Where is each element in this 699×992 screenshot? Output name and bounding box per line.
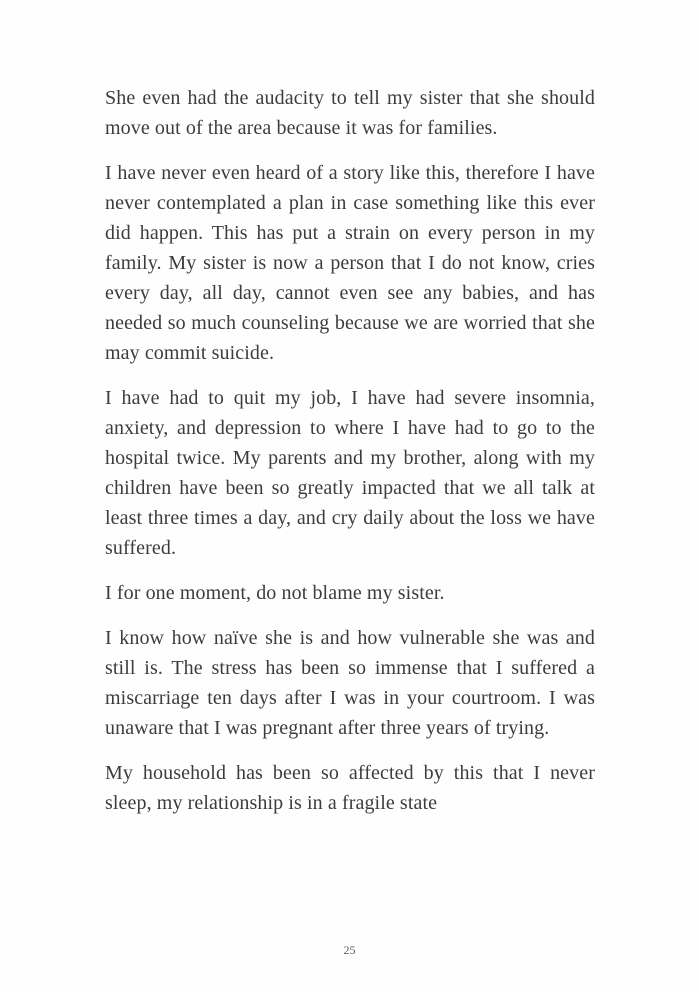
paragraph: I have had to quit my job, I have had severe insomnia, anxiety, and depression to where I have had to go to the hospital twice. My parents and my brother, along with my children have been so greatly impacted that we all talk at least three times a day, and cry daily about the loss we have suffered. [105, 387, 595, 559]
paragraph: My household has been so affected by this that I never sleep, my relationship is in a fragile state [105, 762, 595, 814]
page-number: 25 [343, 943, 356, 957]
body-text [105, 83, 595, 818]
paragraph: I for one moment, do not blame my sister. [105, 582, 445, 604]
paragraph: I have never even heard of a story like this, therefore I have never contemplated a plan in case something like this ever did happen. This has put a strain on every person in my family. My sister is now a person that I do not know, cries every day, all day, cannot even see any babies, and has needed so much counseling because we are worried that she may commit suicide. [105, 162, 595, 364]
paragraph: She even had the audacity to tell my sister that she should move out of the area because it was for families. [105, 87, 595, 139]
paragraph: I know how naïve she is and how vulnerable she was and still is. The stress has been so immense that I suffered a miscarriage ten days after I was in your courtroom. I was unaware that I was pregnant after three years of trying. [105, 627, 595, 739]
